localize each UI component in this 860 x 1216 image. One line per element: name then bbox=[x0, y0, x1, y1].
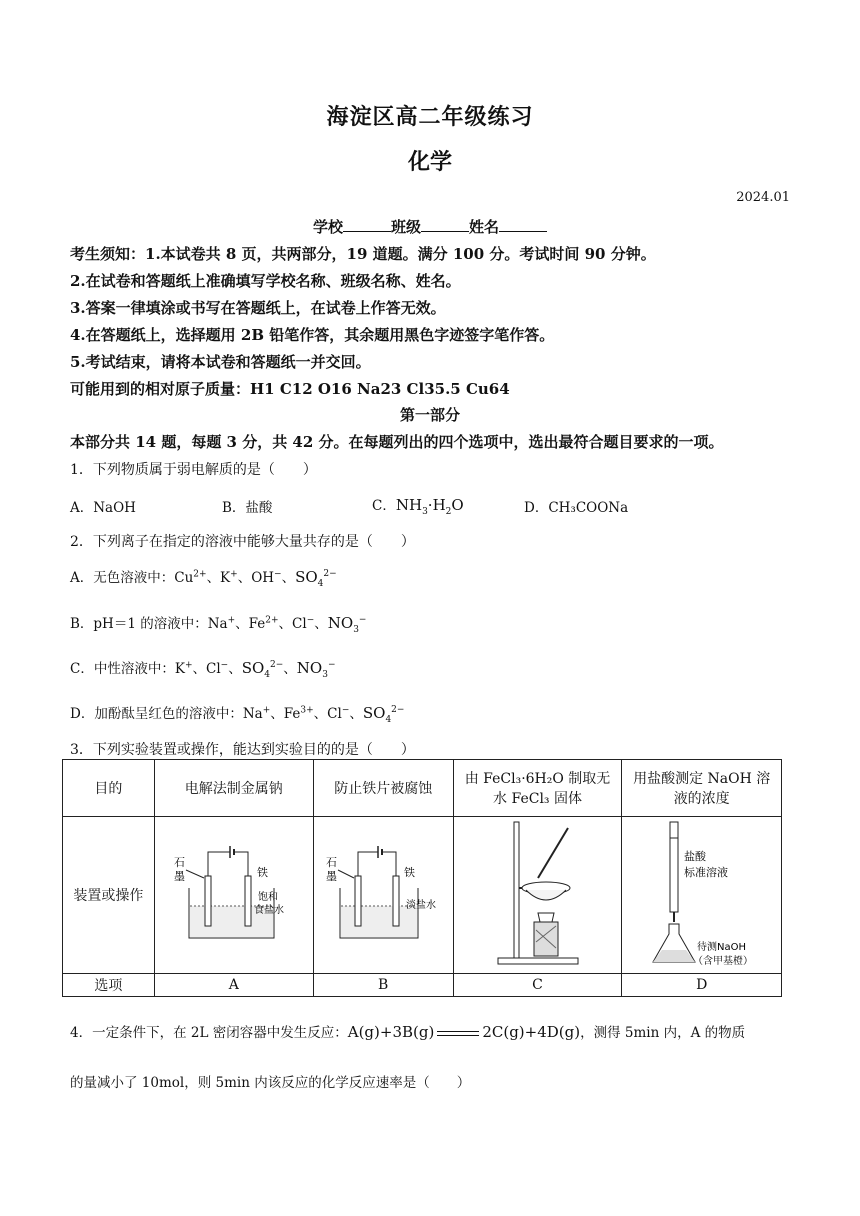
atomic-mass-line: 可能用到的相对原子质量：H1 C12 O16 Na23 Cl35.5 Cu64 bbox=[70, 380, 510, 398]
q2-option-c-label: C．中性溶液中： bbox=[70, 661, 175, 677]
q3-option-d[interactable]: D bbox=[622, 974, 782, 997]
q1-option-d[interactable]: D．CH₃COONa bbox=[524, 500, 629, 516]
svg-text:（含甲基橙）: （含甲基橙） bbox=[692, 956, 753, 967]
q4-stem-suffix: ，测得 5min 内，A 的物质 bbox=[580, 1025, 746, 1041]
q4-stem-prefix: 4．一定条件下，在 2L 密闭容器中发生反应： bbox=[70, 1025, 348, 1041]
svg-text:铁: 铁 bbox=[256, 866, 268, 879]
q3-option-row bbox=[63, 974, 782, 997]
reaction-equation: A(g)+3B(g) 2C(g)+4D(g) bbox=[347, 1023, 581, 1041]
q3-option-c[interactable]: C bbox=[453, 974, 622, 997]
q3-option-b[interactable]: B bbox=[313, 974, 453, 997]
svg-text:饱和: 饱和 bbox=[257, 892, 278, 903]
q2-option-d-label: D．加酚酞呈红色的溶液中： bbox=[70, 706, 243, 722]
equilibrium-sign bbox=[437, 1031, 479, 1036]
class-blank[interactable] bbox=[421, 217, 469, 232]
q3-purpose-c: 由 FeCl₃·6H₂O 制取无水 FeCl₃ 固体 bbox=[453, 760, 622, 817]
q2-option-d[interactable]: D．加酚酞呈红色的溶液中：Na+、$Fe^{3+}$、Cl−、$SO_4^{2-}$ bbox=[70, 704, 405, 725]
notice-line-4: 4.在答题纸上，选择题用 2B 铅笔作答，其余题用黑色字迹签字笔作答。 bbox=[70, 326, 555, 344]
question-4-stem bbox=[70, 1021, 745, 1041]
svg-text:墨: 墨 bbox=[326, 870, 338, 883]
svg-text:石: 石 bbox=[326, 856, 338, 869]
svg-text:待测NaOH: 待测NaOH bbox=[696, 942, 746, 953]
q3-device-header: 装置或操作 bbox=[63, 817, 155, 974]
svg-text:淡盐水: 淡盐水 bbox=[406, 900, 437, 911]
evaporation-apparatus-c bbox=[468, 818, 608, 968]
svg-text:盐酸: 盐酸 bbox=[683, 850, 706, 863]
svg-text:石: 石 bbox=[173, 856, 185, 869]
notice-line-1: 考生须知：1.本试卷共 8 页，共两部分，19 道题。满分 100 分。考试时间 90 分钟。 bbox=[70, 245, 656, 263]
part-one-description: 本部分共 14 题，每题 3 分，共 42 分。在每题列出的四个选项中，选出最符合题目要求的一项。 bbox=[70, 433, 724, 451]
subject-title: 化学 bbox=[407, 149, 452, 175]
cell-apparatus-b bbox=[318, 838, 448, 948]
q3-device-b bbox=[313, 817, 453, 974]
svg-text:墨: 墨 bbox=[173, 870, 185, 883]
titration-apparatus-d bbox=[637, 818, 767, 968]
q3-option-header: 选项 bbox=[63, 974, 155, 997]
q2-option-c[interactable]: C．中性溶液中：K+、Cl−、$SO_4^{2-}$、$NO_3^-$ bbox=[70, 659, 336, 680]
q2-option-b-label: B．pH＝1 的溶液中： bbox=[70, 616, 208, 632]
q3-device-d bbox=[622, 817, 782, 974]
name-label: 姓名 bbox=[469, 218, 500, 236]
question-4-line-2: 的量减小了 10mol，则 5min 内该反应的化学反应速率是（ ） bbox=[70, 1075, 471, 1091]
svg-text:铁: 铁 bbox=[404, 866, 416, 879]
student-info-line bbox=[0, 216, 860, 237]
class-label: 班级 bbox=[390, 218, 421, 236]
q3-purpose-d: 用盐酸测定 NaOH 溶液的浓度 bbox=[622, 760, 782, 817]
svg-text:标准溶液: 标准溶液 bbox=[683, 866, 728, 879]
q2-option-a[interactable]: A．无色溶液中：$Cu^{2+}$、K+、OH−、$SO_4^{2-}$ bbox=[70, 568, 337, 589]
q1-option-c[interactable] bbox=[372, 494, 464, 517]
exam-title: 海淀区高二年级练习 bbox=[326, 104, 534, 130]
q1-option-b[interactable]: B．盐酸 bbox=[222, 500, 273, 516]
electrolysis-apparatus-a bbox=[164, 838, 304, 948]
question-3-stem: 3．下列实验装置或操作，能达到实验目的的是（ ） bbox=[70, 742, 415, 758]
q2-option-a-label: A．无色溶液中： bbox=[70, 570, 175, 586]
svg-text:食盐水: 食盐水 bbox=[253, 905, 284, 916]
q3-purpose-b: 防止铁片被腐蚀 bbox=[313, 760, 453, 817]
notice-line-3: 3.答案一律填涂或书写在答题纸上，在试卷上作答无效。 bbox=[70, 299, 446, 317]
part-one-title: 第一部分 bbox=[399, 406, 460, 424]
notice-line-5: 5.考试结束，请将本试卷和答题纸一并交回。 bbox=[70, 353, 371, 371]
question-1-stem: 1．下列物质属于弱电解质的是（ ） bbox=[70, 462, 317, 478]
nh3-h2o-formula: $NH_3\cdot H_2O$ bbox=[395, 496, 464, 517]
school-label: 学校 bbox=[312, 218, 343, 236]
q3-table bbox=[62, 759, 782, 997]
q3-device-c bbox=[453, 817, 622, 974]
q2-option-b[interactable]: B．pH＝1 的溶液中：Na+、$Fe^{2+}$、Cl−、$NO_3^-$ bbox=[70, 614, 367, 635]
question-2-stem: 2．下列离子在指定的溶液中能够大量共存的是（ ） bbox=[70, 534, 415, 550]
q3-purpose-row bbox=[63, 760, 782, 817]
q1-option-a[interactable]: A．NaOH bbox=[70, 500, 136, 516]
q3-device-row bbox=[63, 817, 782, 974]
q3-device-a bbox=[154, 817, 313, 974]
notice-line-2: 2.在试卷和答题纸上准确填写学校名称、班级名称、姓名。 bbox=[70, 272, 461, 290]
exam-date: 2024.01 bbox=[736, 190, 790, 205]
q3-purpose-a: 电解法制金属钠 bbox=[154, 760, 313, 817]
school-blank[interactable] bbox=[343, 217, 391, 232]
name-blank[interactable] bbox=[499, 217, 547, 232]
q3-purpose-header: 目的 bbox=[63, 760, 155, 817]
q1-option-c-label: C． bbox=[372, 498, 396, 514]
q3-option-a[interactable]: A bbox=[154, 974, 313, 997]
